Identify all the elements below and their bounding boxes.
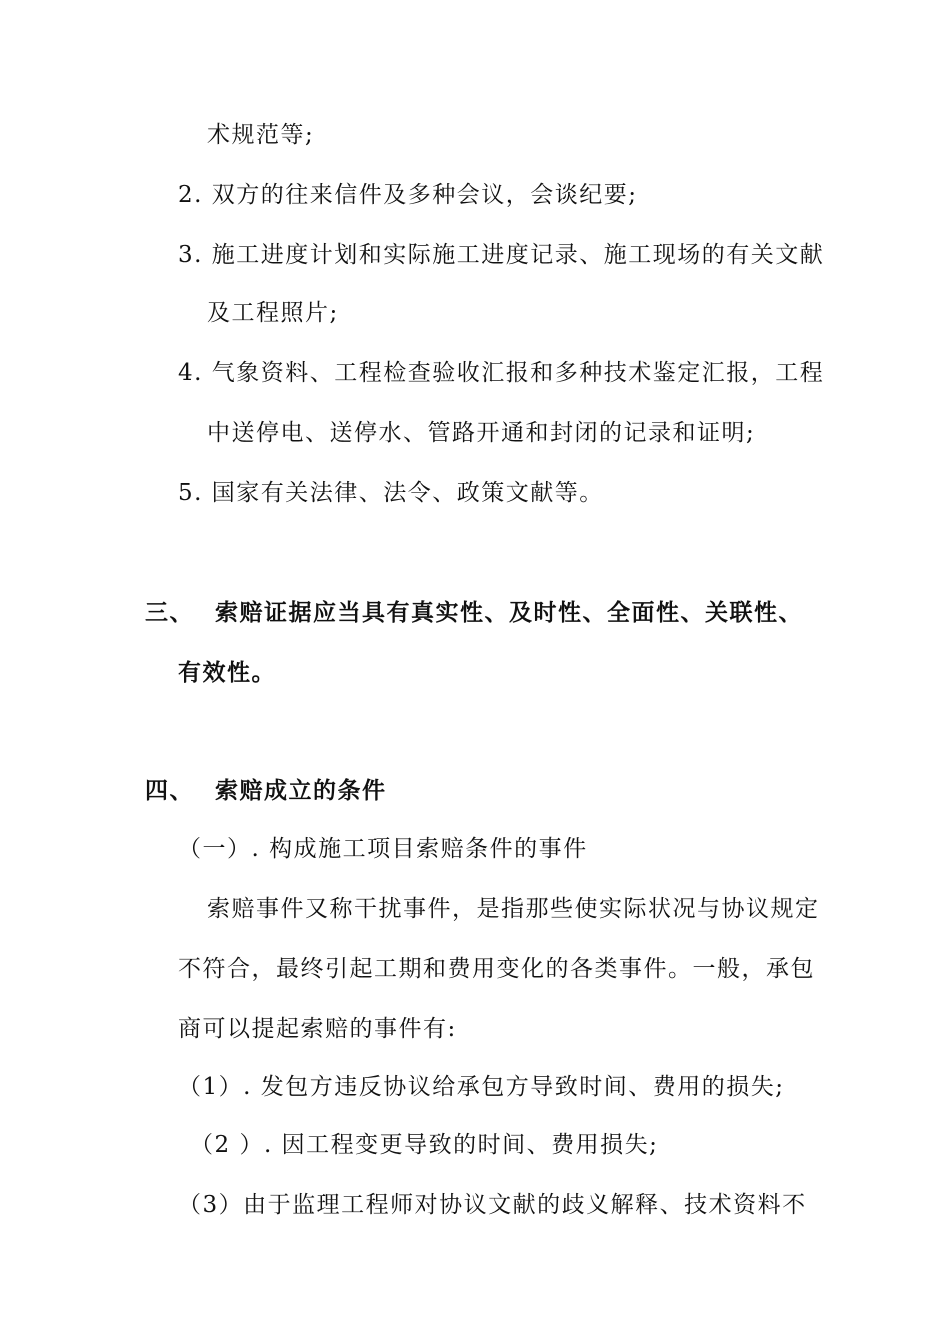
list-item-3: 3. 施工进度计划和实际施工进度记录、施工现场的有关文献 bbox=[178, 242, 825, 268]
paragraph-line-3: 商可以提起索赔的事件有: bbox=[178, 1016, 457, 1042]
list-item-1-continuation: 术规范等; bbox=[207, 122, 315, 148]
section-4-number: 四、 bbox=[145, 777, 194, 804]
list-item-3-continuation: 及工程照片; bbox=[207, 300, 339, 326]
section-4-heading bbox=[145, 776, 387, 806]
section-3-number: 三、 bbox=[145, 599, 194, 626]
section-3-title: 索赔证据应当具有真实性、及时性、全面性、关联性、 bbox=[215, 599, 803, 626]
paragraph-line-2: 不符合，最终引起工期和费用变化的各类事件。一般，承包 bbox=[178, 956, 815, 982]
list-item-5: 5. 国家有关法律、法令、政策文献等。 bbox=[178, 480, 604, 506]
section-3-heading bbox=[145, 598, 803, 628]
claim-case-2: （2 ）. 因工程变更导致的时间、费用损失; bbox=[190, 1132, 659, 1158]
list-item-4-continuation: 中送停电、送停水、管路开通和封闭的记录和证明; bbox=[207, 420, 756, 446]
list-item-4: 4. 气象资料、工程检查验收汇报和多种技术鉴定汇报，工程 bbox=[178, 360, 825, 386]
claim-case-3: （3）由于监理工程师对协议文献的歧义解释、技术资料不 bbox=[178, 1192, 807, 1218]
section-4-title: 索赔成立的条件 bbox=[215, 777, 387, 804]
section-3-title-continuation: 有效性。 bbox=[178, 659, 276, 686]
subsection-1-heading: （一）. 构成施工项目索赔条件的事件 bbox=[178, 836, 588, 862]
list-item-2: 2. 双方的往来信件及多种会议，会谈纪要; bbox=[178, 182, 638, 208]
claim-case-1: （1）. 发包方违反协议给承包方导致时间、费用的损失; bbox=[178, 1074, 785, 1100]
paragraph-line-1: 索赔事件又称干扰事件，是指那些使实际状况与协议规定 bbox=[207, 896, 820, 922]
